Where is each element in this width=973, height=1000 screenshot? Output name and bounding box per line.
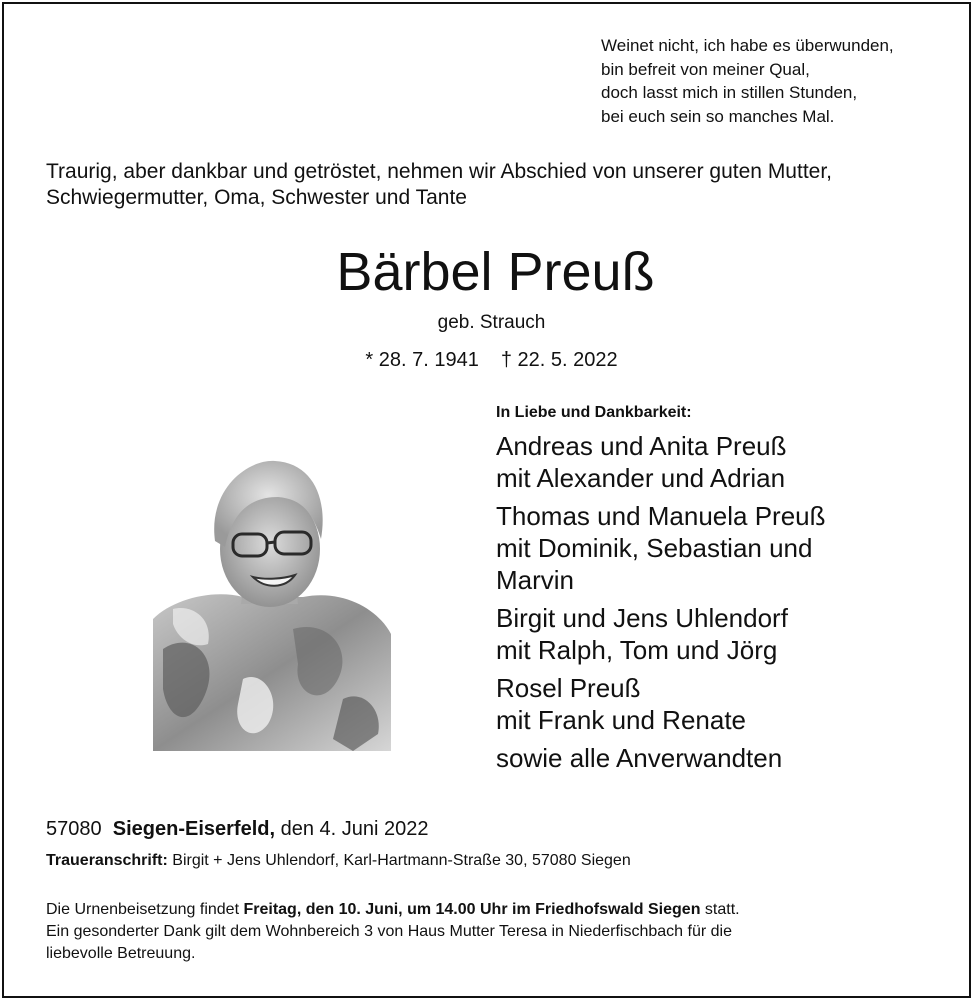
family-line: sowie alle Anverwandten (496, 743, 783, 773)
poem-verse (601, 34, 894, 128)
intro-line: Schwiegermutter, Oma, Schwester und Tante (46, 186, 467, 209)
poem-line: doch lasst mich in stillen Stunden, (601, 83, 858, 102)
burial-post: statt. (704, 901, 740, 918)
burial-pre: Die Urnenbeisetzung findet (46, 901, 240, 918)
thanks-line: Ein gesonderter Dank gilt dem Wohnbereich 3 von Haus Mutter Teresa in Niederfischbach für die (46, 923, 732, 940)
notice-border (2, 2, 971, 998)
burial-time-place: Freitag, den 10. Juni, um 14.00 Uhr im Friedhofswald Siegen (243, 901, 701, 918)
family-line: mit Frank und Renate (496, 705, 747, 735)
poem-line: Weinet nicht, ich habe es überwunden, (601, 36, 894, 55)
family-line: Birgit und Jens Uhlendorf (496, 603, 788, 633)
family-list (496, 404, 826, 780)
address-text: Birgit + Jens Uhlendorf, Karl-Hartmann-Straße 30, 57080 Siegen (172, 852, 631, 869)
family-line: Andreas und Anita Preuß (496, 431, 787, 461)
burial-info (46, 899, 740, 965)
family-group (496, 500, 826, 596)
family-line: Rosel Preuß (496, 673, 641, 703)
poem-line: bei euch sein so manches Mal. (601, 106, 835, 126)
place-date (46, 818, 429, 841)
family-group (496, 430, 826, 494)
family-group (496, 742, 826, 774)
family-group (496, 602, 826, 666)
postcode: 57080 (46, 818, 102, 840)
birth-date: * 28. 7. 1941 (365, 349, 479, 371)
burial-line (46, 899, 740, 921)
family-line: mit Alexander und Adrian (496, 463, 786, 493)
death-date: † 22. 5. 2022 (500, 349, 618, 371)
intro-line: Traurig, aber dankbar und getröstet, nehmen wir Abschied von unserer guten Mutter, (46, 160, 833, 183)
mourning-address (46, 852, 631, 870)
family-heading: In Liebe und Dankbarkeit: (496, 404, 692, 421)
city: Siegen-Eiserfeld, (112, 818, 276, 840)
portrait-image (153, 459, 391, 751)
poem-line: bin befreit von meiner Qual, (601, 59, 810, 79)
family-group (496, 672, 826, 736)
family-line: mit Ralph, Tom und Jörg (496, 635, 778, 665)
portrait-photo (153, 459, 391, 751)
family-line: mit Dominik, Sebastian und (496, 533, 813, 563)
thanks-line: liebevolle Betreuung. (46, 945, 196, 962)
deceased-name: Bärbel Preuß (336, 242, 655, 302)
life-dates (0, 349, 973, 372)
family-line: Thomas und Manuela Preuß (496, 501, 826, 531)
family-line: Marvin (496, 565, 575, 595)
intro-text (46, 159, 832, 211)
maiden-name: geb. Strauch (437, 312, 546, 333)
notice-date: den 4. Juni 2022 (280, 818, 429, 840)
address-label: Traueranschrift: (46, 852, 168, 869)
